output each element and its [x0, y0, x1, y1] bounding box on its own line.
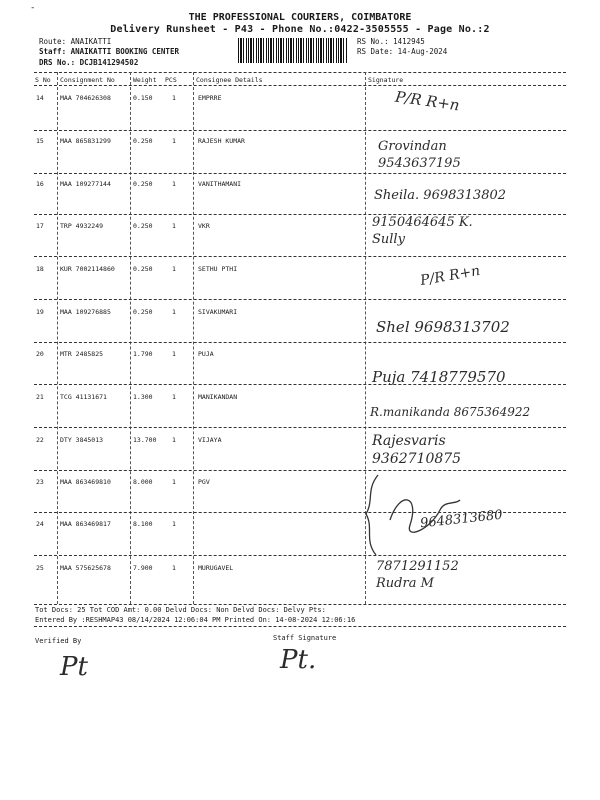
row-signature: 9150464645 K. Sully	[372, 215, 473, 247]
row-pcs: 1	[172, 222, 176, 230]
table-bottom-rule	[34, 604, 566, 605]
row-pcs: 1	[172, 308, 176, 316]
col-header-pcs: PCS	[165, 76, 177, 84]
row-pcs: 1	[172, 180, 176, 188]
col-header-consignment: Consignment No	[60, 76, 115, 84]
col-header-signature: Signature	[368, 76, 404, 84]
row-pcs: 1	[172, 564, 176, 572]
row-divider	[34, 256, 566, 257]
row-pcs: 1	[172, 436, 176, 444]
staff-signature-label: Staff Signature	[273, 634, 337, 642]
staff: Staff: ANAIKATTI BOOKING CENTER	[39, 47, 179, 56]
row-consignment: MAA 863469810	[60, 478, 111, 486]
row-weight: 7.900	[133, 564, 153, 572]
row-consignment: TCG 41131671	[60, 393, 107, 401]
row-sno: 21	[36, 393, 44, 401]
row-signature: 7871291152 Rudra M	[376, 559, 459, 591]
row-consignee: MANIKANDAN	[198, 393, 238, 401]
row-pcs: 1	[172, 265, 176, 273]
row-signature: Shel 9698313702	[376, 318, 510, 336]
row-weight: 0.250	[133, 222, 153, 230]
row-weight: 8.000	[133, 478, 153, 486]
row-divider	[34, 130, 566, 131]
col-divider	[130, 72, 131, 604]
row-divider	[34, 173, 566, 174]
col-header-sno: S No	[35, 76, 51, 84]
row-consignee: VKR	[198, 222, 210, 230]
row-pcs: 1	[172, 393, 176, 401]
col-divider	[193, 72, 194, 604]
company-name: THE PROFESSIONAL COURIERS, COIMBATORE	[188, 12, 412, 23]
bracket-signature-mark	[360, 470, 470, 560]
row-consignee: SETHU PTHI	[198, 265, 238, 273]
row-signature: P/R R+n	[419, 262, 482, 290]
totals-line: Tot Docs: 25 Tot COD Amt: 0.00 Delvd Docs: Non Delvd Docs: Delvy Pts:	[35, 606, 326, 614]
row-sno: 20	[36, 350, 44, 358]
row-weight: 13.700	[133, 436, 157, 444]
row-pcs: 1	[172, 350, 176, 358]
row-weight: 0.250	[133, 308, 153, 316]
row-consignment: MAA 575625678	[60, 564, 111, 572]
row-consignee: RAJESH KUMAR	[198, 137, 245, 145]
row-consignee: EMPRRE	[198, 94, 222, 102]
corner-mark: -	[30, 3, 36, 13]
row-weight: 0.250	[133, 180, 153, 188]
staff-initials: Pt.	[280, 645, 317, 675]
row-divider	[34, 470, 566, 471]
row-consignment: TRP 4932249	[60, 222, 104, 230]
runsheet-title: Delivery Runsheet - P43 - Phone No.:0422-3505555 - Page No.:2	[110, 24, 490, 35]
row-sno: 24	[36, 520, 44, 528]
row-sno: 25	[36, 564, 44, 572]
row-weight: 1.300	[133, 393, 153, 401]
row-divider	[34, 342, 566, 343]
row-divider	[34, 299, 566, 300]
row-consignee: PGV	[198, 478, 210, 486]
rs-date: RS Date: 14-Aug-2024	[357, 47, 448, 56]
row-sno: 17	[36, 222, 44, 230]
row-signature: Sheila. 9698313802	[374, 188, 507, 203]
row-pcs: 1	[172, 478, 176, 486]
row-consignment: DTY 3845013	[60, 436, 104, 444]
entered-by-line: Entered By :RESHMAP43 08/14/2024 12:06:04 PM Printed On: 14-08-2024 12:06:16	[35, 616, 356, 624]
row-weight: 0.250	[133, 137, 153, 145]
table-header-rule	[34, 85, 566, 86]
row-consignment: KUR 7002114860	[60, 265, 115, 273]
row-sno: 18	[36, 265, 44, 273]
col-header-weight: Weight	[133, 76, 157, 84]
row-sno: 19	[36, 308, 44, 316]
row-consignment: MAA 865831299	[60, 137, 111, 145]
col-divider	[57, 72, 58, 604]
barcode	[238, 38, 348, 63]
row-signature: Rajesvaris 9362710875	[372, 433, 462, 467]
row-consignee: SIVAKUMARI	[198, 308, 238, 316]
rs-number: RS No.: 1412945	[357, 37, 425, 46]
row-weight: 0.250	[133, 265, 153, 273]
row-consignment: MTR 2485825	[60, 350, 104, 358]
route: Route: ANAIKATTI	[39, 37, 112, 46]
row-sno: 23	[36, 478, 44, 486]
row-sno: 15	[36, 137, 44, 145]
row-signature: 9648313680	[419, 507, 504, 532]
row-divider	[34, 427, 566, 428]
footer-rule	[34, 626, 566, 627]
row-weight: 8.100	[133, 520, 153, 528]
verified-initials: Pt	[60, 652, 88, 682]
row-pcs: 1	[172, 137, 176, 145]
row-pcs: 1	[172, 520, 176, 528]
row-signature: P/R R+n	[394, 87, 461, 115]
row-consignment: MAA 109277144	[60, 180, 111, 188]
row-sno: 22	[36, 436, 44, 444]
row-consignee: VANITHAMANI	[198, 180, 242, 188]
drs-number: DRS No.: DCJB141294502	[39, 58, 139, 67]
table-top-rule	[34, 72, 566, 73]
col-header-consignee: Consignee Details	[196, 76, 263, 84]
row-sno: 14	[36, 94, 44, 102]
verified-by-label: Verified By	[35, 637, 82, 645]
row-consignee: MURUGAVEL	[198, 564, 234, 572]
row-signature: Puja 7418779570	[372, 368, 506, 386]
row-consignee: VIJAYA	[198, 436, 222, 444]
row-consignment: MAA 704626308	[60, 94, 111, 102]
row-sno: 16	[36, 180, 44, 188]
row-consignee: PUJA	[198, 350, 214, 358]
row-weight: 0.150	[133, 94, 153, 102]
row-divider	[34, 555, 566, 556]
row-consignment: MAA 863469817	[60, 520, 111, 528]
row-consignment: MAA 109276885	[60, 308, 111, 316]
row-signature: R.manikanda 8675364922	[370, 405, 531, 419]
row-signature: Grovindan 9543637195	[378, 139, 461, 171]
row-weight: 1.790	[133, 350, 153, 358]
row-pcs: 1	[172, 94, 176, 102]
